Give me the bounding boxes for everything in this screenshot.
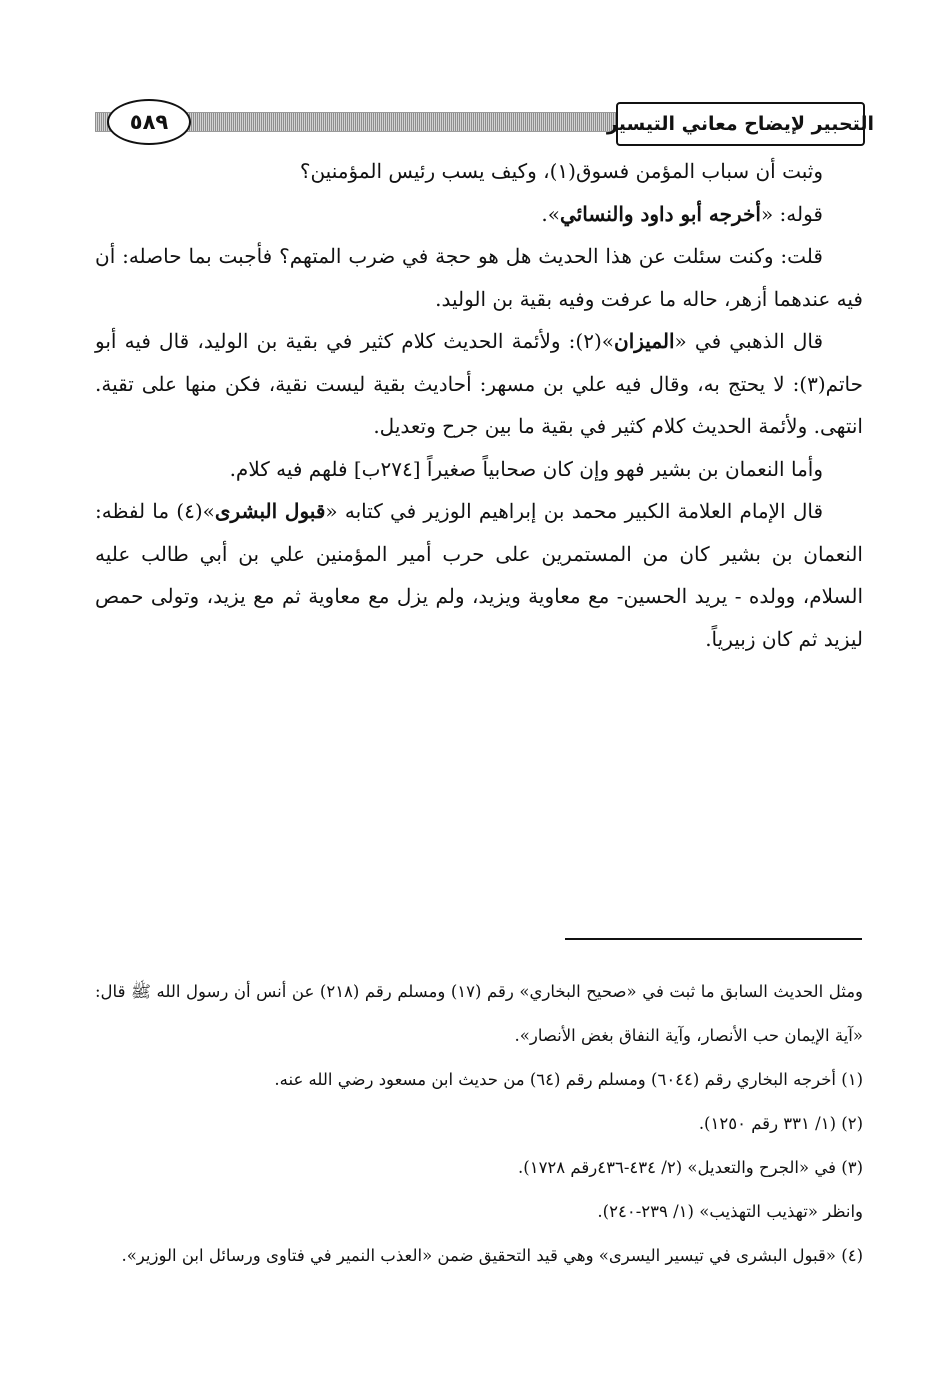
running-header — [95, 98, 875, 150]
paragraph-2-prefix: قوله: « — [760, 201, 823, 226]
book-reference: الميزان — [614, 329, 675, 353]
paragraph-6-prefix: قال الإمام العلامة الكبير محمد بن إبراهيم الوزير في كتابه « — [325, 499, 824, 523]
footnote-separator — [565, 938, 862, 940]
footnotes — [95, 970, 863, 1278]
book-reference: قبول البشرى — [214, 499, 326, 523]
footnote-3: (٣) في «الجرح والتعديل» (٢/ ٤٣٤-٤٣٦رقم ١٧٢٨). — [518, 1158, 863, 1177]
paragraph-6 — [95, 490, 863, 660]
footnote-4: (٤) «قبول البشرى في تيسير اليسرى» وهي قيد التحقيق ضمن «العذب النمير في فتاوى ورسائل ابن الوزير». — [121, 1246, 863, 1265]
paragraph-4-prefix: قال الذهبي في « — [674, 329, 823, 353]
page-number-frame — [107, 99, 191, 145]
paragraph-3: قلت: وكنت سئلت عن هذا الحديث هل هو حجة في ضرب المتهم؟ فأجبت بما حاصله: أن فيه عندهما أزهر، حاله ما عرفت وفيه بقية بن الوليد. — [95, 244, 863, 311]
paragraph-4-rest: »(٢): ولأئمة الحديث كلام كثير في بقية بن الوليد، قال فيه أبو حاتم(٣): لا يحتج به، وقال فيه علي بن مسهر: أحاديث بقية ليست نقية، فكن منها على تقية. انتهى. ولأئمة الحديث كلام كثير في بقية ما بين جرح وتعديل. — [95, 329, 863, 438]
footnote-2: (٢) (١/ ٣٣١ رقم ١٢٥٠). — [698, 1114, 863, 1133]
paragraph-4 — [95, 320, 863, 448]
paragraph-2 — [95, 193, 863, 236]
main-text — [95, 150, 863, 660]
quoted-phrase: أخرجه أبو داود والنسائي — [560, 201, 761, 226]
footnote-intro: ومثل الحديث السابق ما ثبت في «صحيح البخاري» رقم (١٧) ومسلم رقم (٢١٨) عن أنس أن رسول الله ﷺ قال: «آية الإيمان حب الأنصار، وآية النفاق بغض الأنصار». — [95, 982, 863, 1045]
book-title: التحبير لإيضاح معاني التيسير — [606, 113, 875, 135]
page-number: ٥٨٩ — [129, 110, 169, 134]
paragraph-2-suffix: ». — [541, 201, 561, 226]
footnote-3-see-also: وانظر «تهذيب التهذيب» (١/ ٢٣٩-٢٤٠). — [597, 1202, 863, 1221]
footnote-1: (١) أخرجه البخاري رقم (٦٠٤٤) ومسلم رقم (٦٤) من حديث ابن مسعود رضي الله عنه. — [274, 1070, 863, 1089]
paragraph-1: وثبت أن سباب المؤمن فسوق(١)، وكيف يسب رئيس المؤمنين؟ — [299, 159, 823, 183]
paragraph-6-rest: »(٤) ما لفظه: النعمان بن بشير كان من المستمرين على حرب أمير المؤمنين علي بن أبي طالب عليه السلام، وولده - يريد الحسين- مع معاوية ويزيد، ولم يزل مع معاوية ثم مع يزيد، وتولى حمص ليزيد ثم كان زبيرياً. — [95, 499, 863, 651]
header-title-frame — [606, 102, 875, 146]
paragraph-5: وأما النعمان بن بشير فهو وإن كان صحابياً صغيراً [٢٧٤ب] فلهم فيه كلام. — [229, 456, 823, 481]
